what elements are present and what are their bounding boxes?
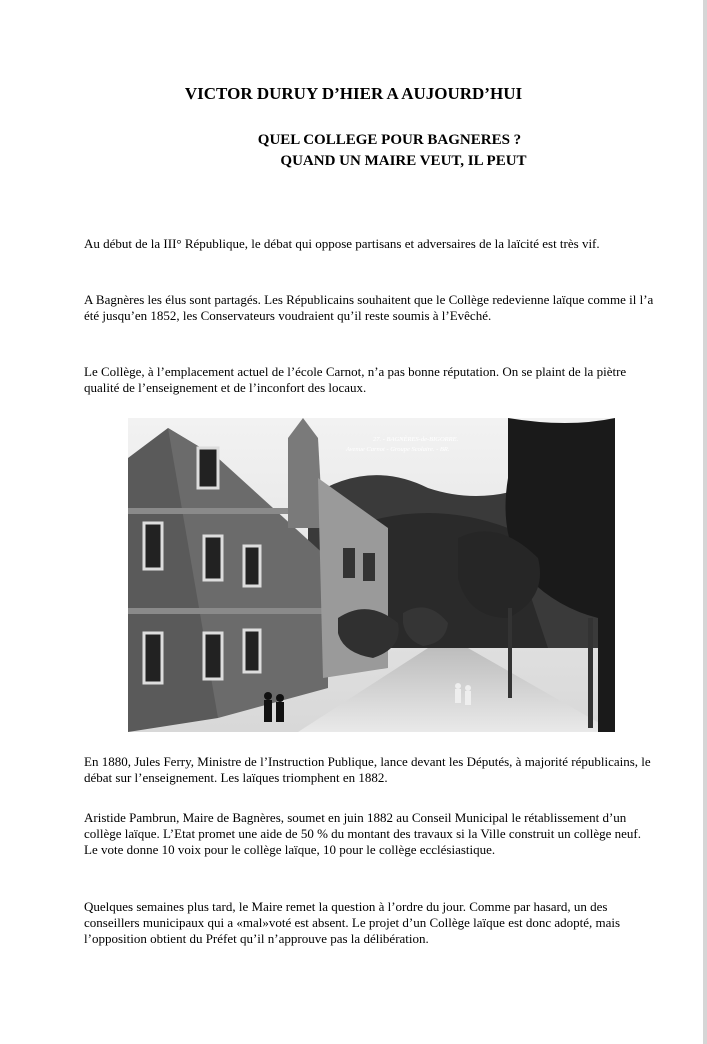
paragraph-3: Le Collège, à l’emplacement actuel de l’école Carnot, n’a pas bonne réputation. On se plaint de la piètre qualité de l’enseignement et de l’inconfort des locaux. — [84, 364, 627, 395]
paragraph-1: Au début de la III° République, le débat qui oppose partisans et adversaires de la laïcité est très vif. — [84, 236, 600, 251]
paragraph-4: En 1880, Jules Ferry, Ministre de l’Instruction Publique, lance devant les Députés, à majorité républicains, le débat sur l’enseignement. Les laïques triomphent en 1882. — [84, 754, 651, 785]
photo-illustration — [128, 418, 615, 732]
photo-caption-line2: Avenue Carnot - Groupe Scolaire. - BR. — [346, 446, 450, 453]
document-subtitle-line2: QUAND UN MAIRE VEUT, IL PEUT — [280, 153, 527, 169]
historical-photo — [128, 418, 615, 732]
paragraph-2: A Bagnères les élus sont partagés. Les Républicains souhaitent que le Collège redevienne laïque comme il l’a été jusqu’en 1852, les Conservateurs voudraient qu’il reste soumis à l’Evêché. — [84, 292, 654, 323]
document-subtitle-line1: QUEL COLLEGE POUR BAGNERES ? — [257, 132, 522, 148]
paragraph-5: Aristide Pambrun, Maire de Bagnères, soumet en juin 1882 au Conseil Municipal le rétablissement d’un collège laïque. L’Etat promet une aide de 50 % du montant des travaux si la Ville construit un collège neuf. Le vote donne 10 voix pour le collège laïque, 10 pour le collège ecclésiastique. — [84, 810, 641, 857]
paragraph-6: Quelques semaines plus tard, le Maire remet la question à l’ordre du jour. Comme par hasard, un des conseillers municipaux qui a «mal»voté est absent. Le projet d’un Collège laïque est donc adopté, mais l’opposition obtient du Préfet qu’il n’approuve pas la délibération. — [84, 899, 621, 946]
photo-caption-line1: 27. - BAGNÈRES-de-BIGORRE. — [373, 436, 459, 443]
document-title: VICTOR DURUY D’HIER A AUJOURD’HUI — [184, 84, 523, 103]
